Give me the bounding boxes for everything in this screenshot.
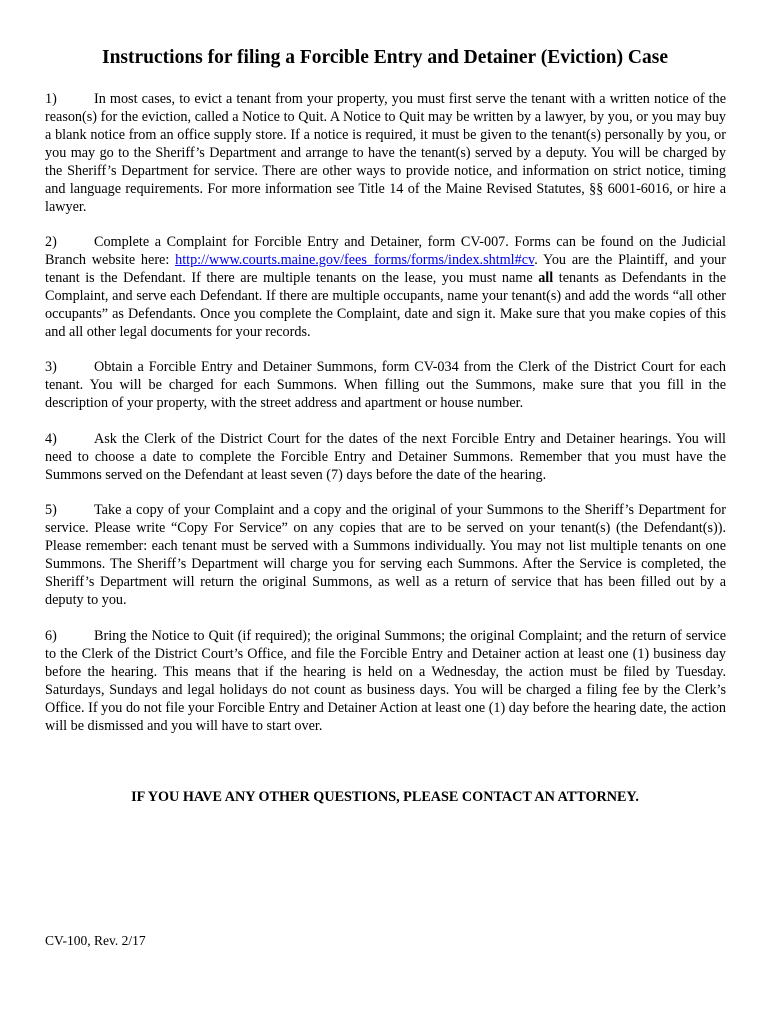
- instruction-step-1: [45, 90, 726, 216]
- step-text: Bring the Notice to Quit (if required); the original Summons; the original Complaint; and the return of service to the Clerk of the District Court’s Office, and file the Forcible Entry and Detainer action at least one (1) business day before the hearing. This means that if the hearing is held on a Wednesday, the action must be filed by Tuesday. Saturdays, Sundays and legal holidays do not count as business days. You will be charged a filing fee by the Clerk’s Office. If you do not file your Forcible Entry and Detainer Action at least one (1) day before the hearing date, the action will be dismissed and you will have to start over.: [45, 628, 726, 734]
- step-text: Obtain a Forcible Entry and Detainer Summons, form CV-034 from the Clerk of the District Court for each tenant. You will be charged for each Summons. When filling out the Summons, make sure that you fill in the description of your property, with the street address and apartment or house number.: [45, 359, 726, 411]
- step-text: tenants as Defendants in the Complaint, and serve each Defendant. If there are multiple occupants, name your tenant(s) and add the words “all other occupants” as Defendants. Once you complete the Complaint, date and sign it. Make sure that you make copies of this and all other legal documents for your records.: [45, 270, 726, 340]
- page-title: Instructions for filing a Forcible Entry and Detainer (Eviction) Case: [101, 47, 669, 68]
- form-revision-footer: CV-100, Rev. 2/17: [45, 933, 146, 948]
- attorney-notice: IF YOU HAVE ANY OTHER QUESTIONS, PLEASE CONTACT AN ATTORNEY.: [131, 789, 639, 805]
- step-number: 6): [45, 628, 57, 644]
- instruction-step-6: [45, 627, 726, 735]
- step-text: Take a copy of your Complaint and a copy and the original of your Summons to the Sheriff’s Department for service. Please write “Copy For Service” on any copies that are to be served on your tenant(s) (the Defendant(s)). Please remember: each tenant must be served with a Summons individually. You may not list multiple tenants on one Summons. The Sheriff’s Department will charge you for serving each Summons. After the Service is completed, the Sheriff’s Department will return the original Summons, as well as a return of service that has been filled out by a deputy to you.: [45, 502, 726, 608]
- step-number: 1): [45, 91, 57, 107]
- instruction-step-5: [45, 501, 726, 609]
- forms-website-link[interactable]: http://www.courts.maine.gov/fees_forms/forms/index.shtml#cv: [175, 252, 535, 268]
- emphasis-all: all: [538, 270, 554, 286]
- step-number: 2): [45, 234, 57, 250]
- step-number: 4): [45, 431, 57, 447]
- step-text: Complete a Complaint for Forcible Entry and Detainer, form CV-007. Forms can be found on the Judicial Branch website here:: [45, 234, 726, 268]
- step-number: 3): [45, 359, 57, 375]
- step-text: In most cases, to evict a tenant from your property, you must first serve the tenant with a written notice of the reason(s) for the eviction, called a Notice to Quit. A Notice to Quit may be written by a lawyer, by you, or you may buy a blank notice from an office supply store. If a notice is required, it must be given to the tenant(s) personally by you, or you may go to the Sheriff’s Department and arrange to have the tenant(s) served by a deputy. You will be charged by the Sheriff’s Department for service. There are other ways to provide notice, and information on strict notice, timing and language requirements. For more information see Title 14 of the Maine Revised Statutes, §§ 6001-6016, or hire a lawyer.: [45, 91, 726, 215]
- instruction-step-2: [45, 233, 726, 341]
- instruction-step-4: [45, 430, 726, 484]
- instruction-step-3: [45, 358, 726, 412]
- step-text: Ask the Clerk of the District Court for the dates of the next Forcible Entry and Detainer hearings. You will need to choose a date to complete the Forcible Entry and Detainer Summons. Remember that you must have the Summons served on the Defendant at least seven (7) days before the date of the hearing.: [45, 431, 726, 483]
- step-number: 5): [45, 502, 57, 518]
- step-text: . You are the Plaintiff, and your tenant is the Defendant. If there are multiple tenants on the lease, you must name: [45, 252, 726, 286]
